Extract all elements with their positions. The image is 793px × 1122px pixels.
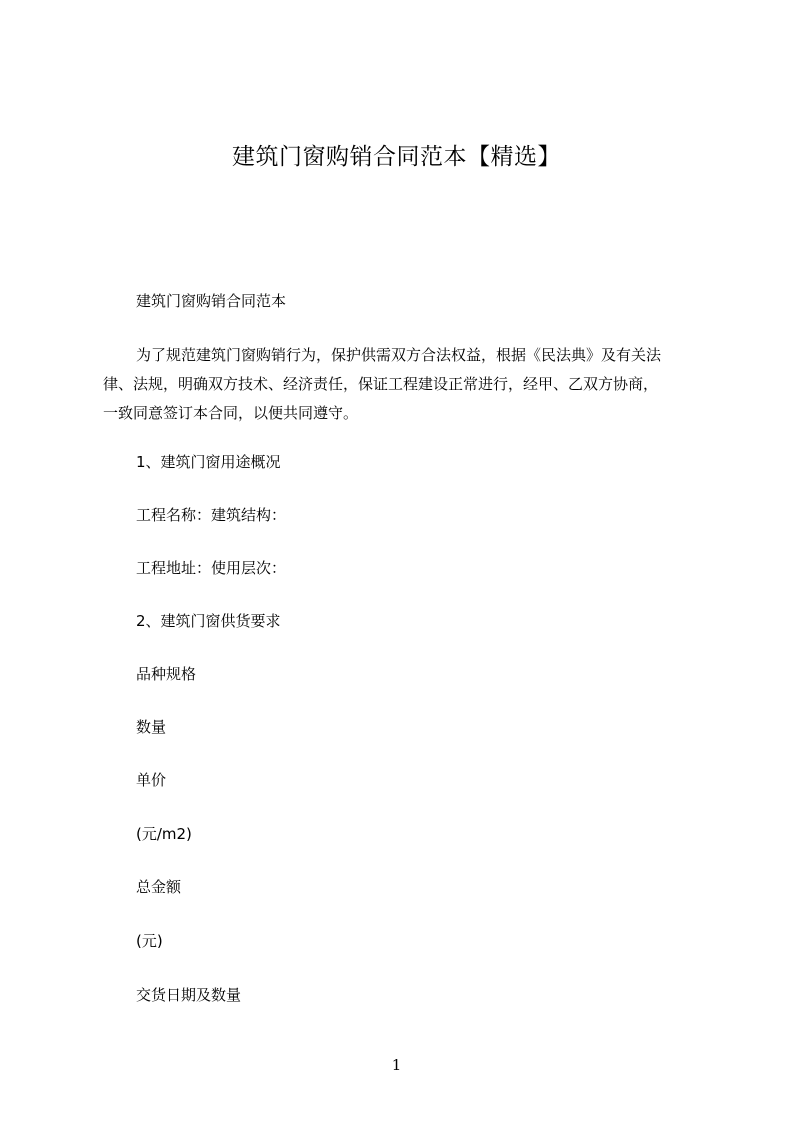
document-title: 建筑门窗购销合同范本【精选】 [232, 144, 561, 170]
item-unit-price-unit: (元/m2) [136, 825, 192, 843]
item-spec-label: 品种规格 [136, 665, 197, 683]
section-1-heading: 1、建筑门窗用途概况 [136, 453, 281, 471]
project-name-line: 工程名称：建筑结构： [136, 506, 287, 524]
intro-line-3: 一致同意签订本合同，以便共同遵守。 [103, 404, 359, 422]
intro-line-1: 为了规范建筑门窗购销行为，保护供需双方合法权益，根据《民法典》及有关法 [136, 346, 662, 364]
item-delivery-label: 交货日期及数量 [136, 986, 242, 1004]
intro-paragraph [103, 341, 703, 428]
project-address-line: 工程地址：使用层次： [136, 559, 287, 577]
item-total-label: 总金额 [136, 878, 182, 896]
page-number: 1 [391, 1056, 402, 1074]
item-quantity-label: 数量 [136, 718, 167, 736]
item-total-unit: (元) [136, 932, 163, 950]
document-subtitle: 建筑门窗购销合同范本 [136, 292, 287, 310]
item-unit-price-label: 单价 [136, 771, 167, 789]
intro-line-2: 律、法规，明确双方技术、经济责任，保证工程建设正常进行，经甲、乙双方协商， [103, 375, 659, 393]
section-2-heading: 2、建筑门窗供货要求 [136, 612, 281, 630]
